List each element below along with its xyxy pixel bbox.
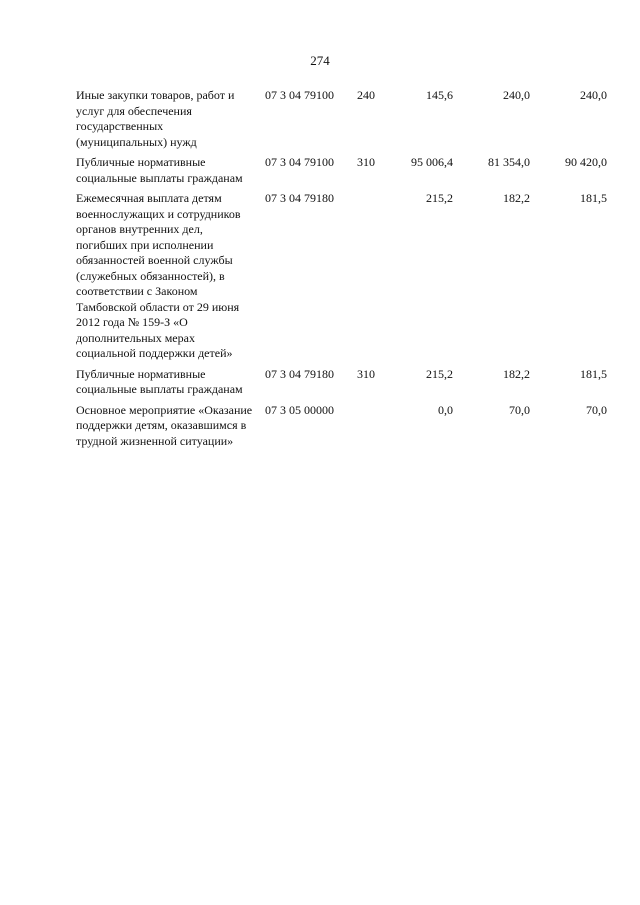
table-row <box>76 403 606 450</box>
row-value-1: 95 006,4 <box>411 155 453 169</box>
row-value-2: 240,0 <box>503 88 530 102</box>
row-value-3: 90 420,0 <box>565 155 607 169</box>
row-value-2: 182,2 <box>503 366 530 381</box>
page-number: 274 <box>310 53 330 68</box>
row-value-2: 182,2 <box>503 191 530 205</box>
budget-table <box>76 88 606 454</box>
row-code: 07 3 05 00000 <box>265 402 334 417</box>
row-code: 07 3 04 79180 <box>265 366 334 381</box>
table-row <box>76 88 606 150</box>
row-expense-type: 240 <box>357 88 375 102</box>
table-row <box>76 155 606 186</box>
row-name: Иные закупки товаров, работ и услуг для обеспечения государственных (муниципальных) нужд <box>76 88 235 149</box>
row-name: Публичные нормативные социальные выплаты гражданам <box>76 155 243 185</box>
table-row <box>76 367 606 398</box>
table-row <box>76 191 606 362</box>
row-code: 07 3 04 79180 <box>265 191 334 205</box>
row-value-1: 215,2 <box>426 366 453 381</box>
row-value-1: 0,0 <box>438 402 453 417</box>
row-name: Ежемесячная выплата детям военнослужащих и сотрудников органов внутренних дел, погибших при исполнении обязанностей военной службы (служебных обязанностей), в соответствии с Законом Тамбовской области от 29 июня 2012 года № 159-З «О дополнительных мерах социальной поддержки детей» <box>76 191 241 360</box>
row-code: 07 3 04 79100 <box>265 88 334 102</box>
row-name: Публичные нормативные социальные выплаты гражданам <box>76 366 243 396</box>
row-expense-type: 310 <box>357 155 375 169</box>
row-name: Основное мероприятие «Оказание поддержки детям, оказавшимся в трудной жизненной ситуации» <box>76 402 253 448</box>
row-value-3: 70,0 <box>586 402 607 417</box>
row-value-3: 181,5 <box>580 366 607 381</box>
row-value-2: 70,0 <box>509 402 530 417</box>
row-value-1: 215,2 <box>426 191 453 205</box>
row-value-2: 81 354,0 <box>488 155 530 169</box>
row-code: 07 3 04 79100 <box>265 155 334 169</box>
row-expense-type: 310 <box>357 366 375 381</box>
row-value-3: 240,0 <box>580 88 607 102</box>
row-value-3: 181,5 <box>580 191 607 205</box>
row-value-1: 145,6 <box>426 88 453 102</box>
